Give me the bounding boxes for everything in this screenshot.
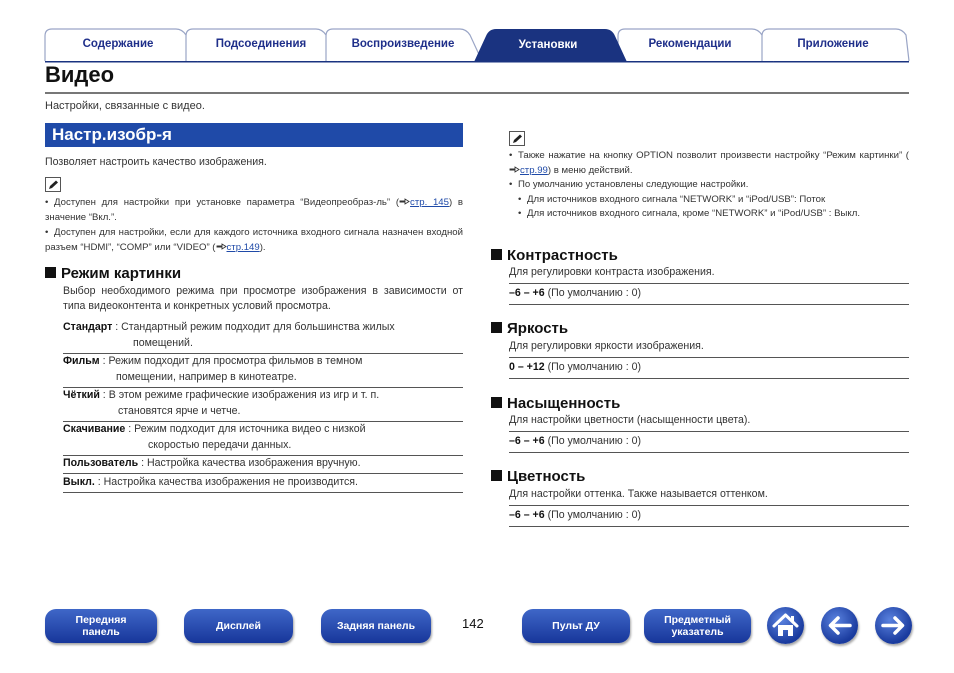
contrast-default: (По умолчанию : 0) bbox=[544, 287, 642, 299]
bullet: • bbox=[518, 208, 522, 219]
saturation-title: Насыщенность bbox=[507, 395, 621, 412]
square-bullet-icon bbox=[491, 322, 502, 333]
home-button[interactable] bbox=[767, 607, 804, 644]
tab-tips[interactable]: Рекомендации bbox=[648, 38, 732, 50]
note-pencil-icon bbox=[45, 177, 61, 192]
saturation-default: (По умолчанию : 0) bbox=[544, 435, 642, 447]
right-note-2-sub-2 bbox=[518, 206, 909, 221]
hue-range: –6 – +6 bbox=[509, 509, 545, 521]
tab-shapes bbox=[0, 0, 954, 64]
square-bullet-icon bbox=[491, 249, 502, 260]
section-description: Позволяет настроить качество изображения. bbox=[45, 156, 267, 168]
picture-mode-description: Выбор необходимого режима при просмотре изображения в зависимости от типа видеоконтента и конкретных условий просмотра. bbox=[63, 285, 463, 312]
display-label: Дисплей bbox=[216, 620, 261, 632]
page-ref-hand-icon bbox=[399, 197, 410, 206]
front-panel-button[interactable] bbox=[45, 609, 157, 643]
brightness-range-row bbox=[509, 357, 909, 379]
square-bullet-icon bbox=[491, 397, 502, 408]
mode-row-off bbox=[63, 474, 463, 493]
picture-mode-heading bbox=[45, 265, 181, 283]
left-note-2-text: Доступен для настройки, если для каждого источника входного сигнала назначен входной разъем “HDMI”, “COMP” или “VIDEO” ( bbox=[45, 227, 463, 253]
arrow-left-icon bbox=[821, 607, 858, 644]
brightness-default: (По умолчанию : 0) bbox=[544, 361, 642, 373]
left-note-1 bbox=[45, 195, 463, 225]
hue-default: (По умолчанию : 0) bbox=[544, 509, 642, 521]
saturation-heading bbox=[491, 395, 620, 413]
brightness-range: 0 – +12 bbox=[509, 361, 545, 373]
page-number: 142 bbox=[462, 616, 484, 631]
mode-separator: : bbox=[138, 457, 147, 469]
tab-playback[interactable]: Воспроизведение bbox=[351, 38, 455, 50]
saturation-description: Для настройки цветности (насыщенности цвета). bbox=[509, 414, 751, 426]
square-bullet-icon bbox=[45, 267, 56, 278]
index-label-line1: Предметный bbox=[664, 614, 731, 626]
tab-contents[interactable]: Содержание bbox=[82, 38, 154, 50]
page-title: Видео bbox=[45, 62, 115, 87]
home-icon bbox=[767, 607, 804, 644]
bullet: • bbox=[45, 197, 49, 208]
contrast-range-row bbox=[509, 283, 909, 305]
mode-separator: : bbox=[94, 476, 104, 488]
mode-name: Пользователь bbox=[63, 457, 139, 469]
left-note-1-text: Доступен для настройки при установке параметра “Видеопреобраз-ль” ( bbox=[54, 197, 400, 208]
bullet: • bbox=[509, 179, 513, 190]
mode-row-user bbox=[63, 455, 463, 474]
right-note-1-tail: ) в меню действий. bbox=[547, 165, 633, 176]
mode-name: Фильм bbox=[63, 355, 100, 367]
tab-appendix[interactable]: Приложение bbox=[797, 38, 869, 50]
saturation-range: –6 – +6 bbox=[509, 435, 545, 447]
mode-row-standard bbox=[63, 319, 463, 354]
hue-range-row bbox=[509, 505, 909, 527]
front-panel-label-line2: панель bbox=[82, 626, 120, 638]
remote-button[interactable] bbox=[522, 609, 630, 643]
brightness-description: Для регулировки яркости изображения. bbox=[509, 340, 704, 352]
mode-name: Выкл. bbox=[63, 476, 95, 488]
title-divider bbox=[45, 92, 909, 94]
mode-description: В этом режиме графические изображения из игр и т. п. bbox=[108, 389, 380, 401]
right-note-1-text: Также нажатие на кнопку OPTION позволит произвести настройку “Режим картинки” ( bbox=[518, 150, 909, 161]
tab-settings[interactable]: Установки bbox=[518, 39, 578, 51]
right-note-2-sub-1-text: Для источников входного сигнала “NETWORK” и “iPod/USB”: Поток bbox=[527, 194, 826, 205]
mode-description-line2: скоростью передачи данных. bbox=[148, 439, 292, 451]
index-label-line2: указатель bbox=[671, 626, 724, 638]
page-ref-hand-icon bbox=[509, 165, 520, 174]
top-tab-bar bbox=[0, 0, 954, 64]
front-panel-label bbox=[76, 614, 127, 638]
mode-separator: : bbox=[125, 423, 135, 435]
tab-connections[interactable]: Подсоединения bbox=[215, 38, 307, 50]
left-note-2 bbox=[45, 225, 463, 255]
index-button[interactable] bbox=[644, 609, 751, 643]
mode-description: Стандартный режим подходит для большинства жилых bbox=[121, 321, 395, 333]
mode-separator: : bbox=[112, 321, 122, 333]
right-note-1 bbox=[509, 148, 909, 178]
page-link-149[interactable]: стр.149 bbox=[226, 242, 260, 253]
display-button[interactable] bbox=[184, 609, 293, 643]
page-link-99[interactable]: стр.99 bbox=[520, 165, 548, 176]
left-note-1-tail: ) в значение “Вкл.”. bbox=[45, 197, 463, 223]
hue-title: Цветность bbox=[507, 468, 586, 485]
contrast-heading bbox=[491, 247, 618, 265]
mode-description: Режим подходит для просмотра фильмов в темном bbox=[108, 355, 363, 367]
back-button[interactable] bbox=[821, 607, 858, 644]
mode-separator: : bbox=[99, 355, 109, 367]
rear-panel-button[interactable] bbox=[321, 609, 431, 643]
hue-description: Для настройки оттенка. Также называется оттенком. bbox=[509, 488, 768, 500]
bullet: • bbox=[518, 194, 522, 205]
section-title: Настр.изобр-я bbox=[52, 125, 172, 144]
page-link-145[interactable]: стр. 145 bbox=[410, 197, 449, 208]
picture-mode-title: Режим картинки bbox=[61, 265, 182, 282]
mode-row-vivid bbox=[63, 387, 463, 422]
note-pencil-icon bbox=[509, 131, 525, 146]
contrast-title: Контрастность bbox=[507, 247, 618, 264]
mode-name: Скачивание bbox=[63, 423, 126, 435]
mode-description: Настройка качества изображения вручную. bbox=[146, 457, 361, 469]
right-note-2-sub-2-text: Для источников входного сигнала, кроме “NETWORK” и “iPod/USB” : Выкл. bbox=[527, 208, 860, 219]
hue-heading bbox=[491, 468, 585, 486]
bullet: • bbox=[509, 150, 513, 161]
rear-panel-label: Задняя панель bbox=[336, 620, 416, 632]
brightness-title: Яркость bbox=[507, 320, 569, 337]
mode-separator: : bbox=[99, 389, 109, 401]
right-note-2-sub-1 bbox=[518, 192, 909, 207]
mode-row-streaming bbox=[63, 421, 463, 456]
square-bullet-icon bbox=[491, 470, 502, 481]
page-ref-hand-icon bbox=[216, 242, 227, 251]
left-note-2-tail: ). bbox=[259, 242, 266, 253]
front-panel-label-line1: Передняя bbox=[75, 614, 127, 626]
remote-label: Пульт ДУ bbox=[552, 620, 600, 632]
saturation-range-row bbox=[509, 431, 909, 453]
contrast-range: –6 – +6 bbox=[509, 287, 545, 299]
mode-name: Стандарт bbox=[63, 321, 113, 333]
forward-button[interactable] bbox=[875, 607, 912, 644]
mode-description-line2: помещений. bbox=[133, 337, 193, 349]
mode-description-line2: помещении, например в кинотеатре. bbox=[116, 371, 297, 383]
index-label bbox=[664, 614, 731, 638]
arrow-right-icon bbox=[875, 607, 912, 644]
mode-description: Режим подходит для источника видео с низкой bbox=[134, 423, 366, 435]
bullet: • bbox=[45, 227, 49, 238]
mode-row-movie bbox=[63, 353, 463, 388]
brightness-heading bbox=[491, 320, 568, 338]
right-note-2 bbox=[509, 177, 909, 192]
mode-description-line2: становятся ярче и четче. bbox=[118, 405, 241, 417]
page-intro: Настройки, связанные с видео. bbox=[45, 100, 205, 112]
right-note-2-text: По умолчанию установлены следующие настройки. bbox=[518, 179, 749, 190]
mode-description: Настройка качества изображения не производится. bbox=[103, 476, 358, 488]
contrast-description: Для регулировки контраста изображения. bbox=[509, 266, 715, 278]
mode-name: Чёткий bbox=[63, 389, 100, 401]
